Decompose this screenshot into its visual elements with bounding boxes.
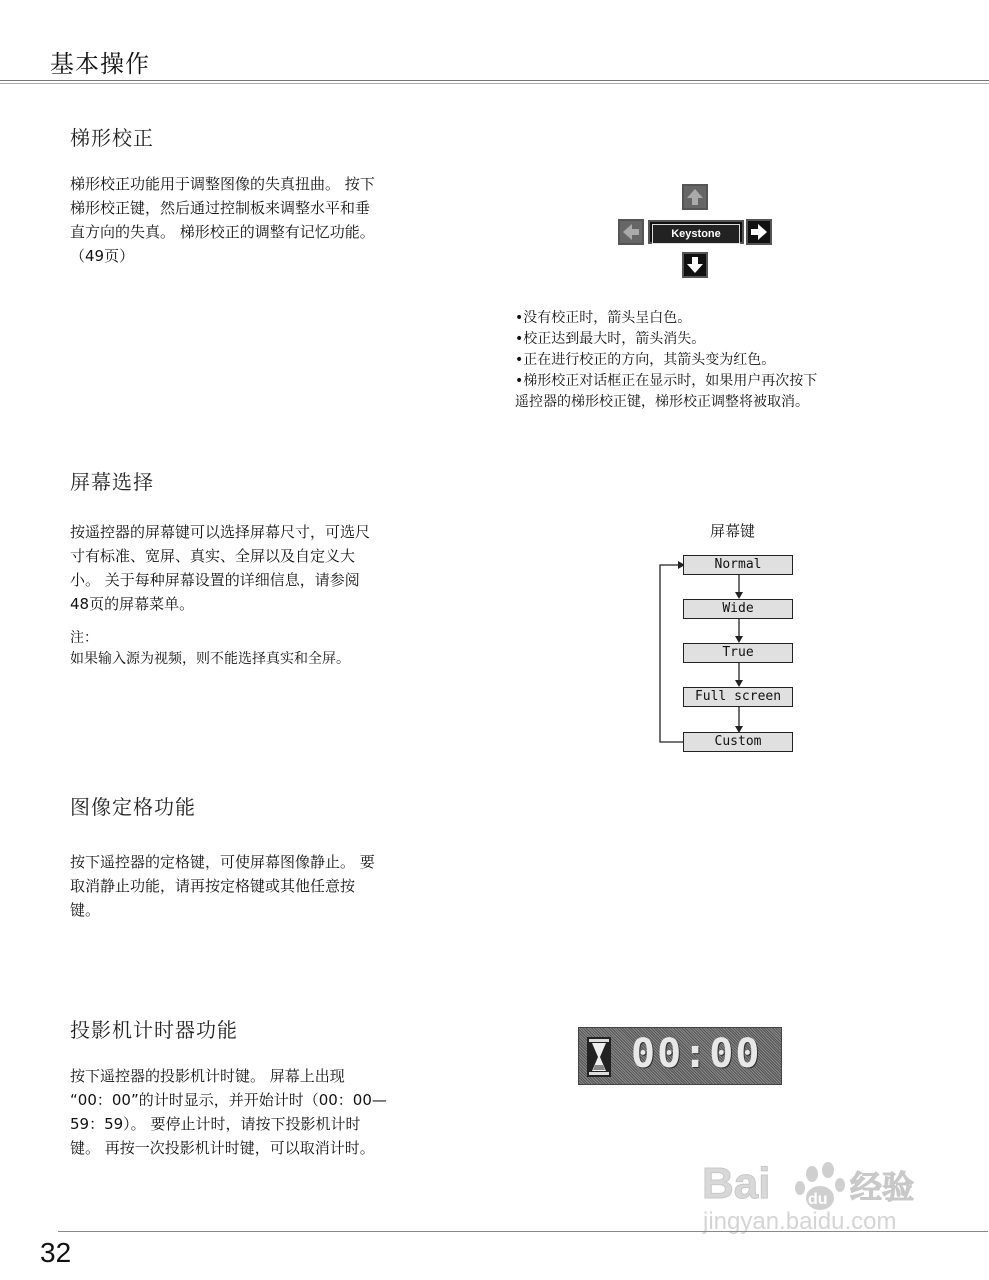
svg-text:Bai: Bai [702,1159,771,1208]
keystone-note: •没有校正时，箭头呈白色。 [515,310,692,326]
keystone-note: •梯形校正对话框正在显示时，如果用户再次按下 [515,373,818,389]
timer-desc-line: 59：59）。 要停止计时，请按下投影机计时 [70,1115,361,1133]
freeze-description [70,850,375,922]
screen-select-note [70,628,350,670]
timer-description [70,1064,387,1160]
keystone-desc-line: 梯形校正功能用于调整图像的失真扭曲。 按下 [70,175,375,193]
keystone-notes [515,308,817,413]
screen-desc-line: 48页的屏幕菜单。 [70,595,195,613]
footer-divider [58,1231,988,1232]
timer-desc-line: 按下遥控器的投影机计时键。 屏幕上出现 [70,1067,345,1085]
keystone-desc-line: 直方向的失真。 梯形校正的调整有记忆功能。 [70,223,375,241]
watermark-url: jingyan.baidu.com [703,1208,897,1235]
keystone-note: •正在进行校正的方向，其箭头变为红色。 [515,352,776,368]
timer-display [578,1027,782,1085]
screen-select-description [70,520,370,616]
flow-item-wide: Wide [683,599,793,619]
arrow-left-icon [618,219,644,245]
arrow-up-icon [682,184,708,210]
keystone-title: 梯形校正 [70,126,154,150]
note-text: 如果输入源为视频，则不能选择真实和全屏。 [70,651,350,667]
note-label: 注： [70,630,98,646]
keystone-label-box [648,220,744,244]
keystone-note: •校正达到最大时，箭头消失。 [515,331,706,347]
page-number: 32 [40,1237,72,1268]
svg-text:du: du [808,1191,828,1208]
flow-item-normal: Normal [683,555,793,575]
freeze-desc-line: 取消静止功能，请再按定格键或其他任意按 [70,877,356,895]
hourglass-icon [587,1037,611,1077]
keystone-note: 遥控器的梯形校正键，梯形校正调整将被取消。 [515,394,809,410]
arrow-right-icon [746,219,772,245]
timer-desc-line: 键。 再按一次投影机计时键，可以取消计时。 [70,1139,375,1157]
screen-desc-line: 按遥控器的屏幕键可以选择屏幕尺寸，可选尺 [70,523,371,541]
keystone-label: Keystone [652,224,740,244]
page-header-title: 基本操作 [50,50,150,78]
timer-title: 投影机计时器功能 [70,1018,238,1042]
flow-item-custom: Custom [683,732,793,752]
freeze-desc-line: 键。 [70,901,101,919]
screen-desc-line: 寸有标准、宽屏、真实、全屏以及自定义大 [70,547,356,565]
screen-select-title: 屏幕选择 [70,470,154,494]
svg-text:经验: 经验 [850,1168,915,1206]
freeze-title: 图像定格功能 [70,795,196,819]
timer-digits: 00:00 [631,1031,762,1077]
flow-item-full-screen: Full screen [683,687,793,707]
timer-desc-line: “00：00”的计时显示，并开始计时（00：00— [70,1091,387,1109]
arrow-down-icon [682,252,708,278]
screen-flow-title: 屏幕键 [710,522,756,540]
keystone-desc-line: （49页） [70,247,135,265]
freeze-desc-line: 按下遥控器的定格键，可使屏幕图像静止。 要 [70,853,375,871]
header-divider [0,80,989,84]
keystone-desc-line: 梯形校正键，然后通过控制板来调整水平和垂 [70,199,371,217]
keystone-description [70,172,375,268]
screen-desc-line: 小。 关于每种屏幕设置的详细信息，请参阅 [70,571,360,589]
flow-item-true: True [683,643,793,663]
keystone-widget [618,184,774,280]
